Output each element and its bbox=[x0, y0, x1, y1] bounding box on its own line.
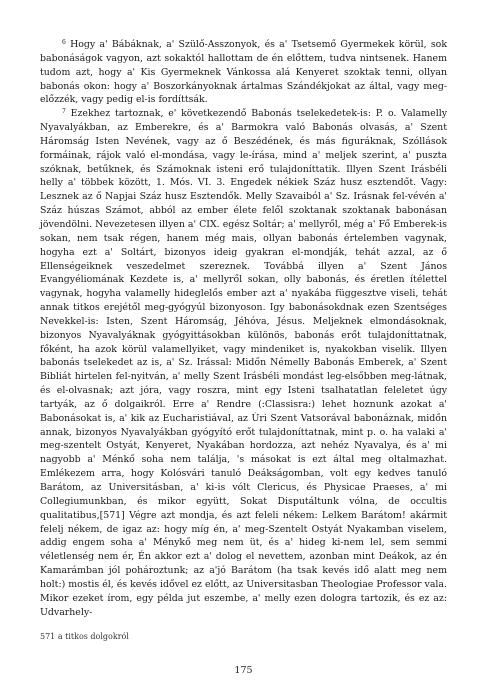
note-marker: 6 bbox=[62, 39, 66, 46]
paragraph-text: Hogy a' Bábáknak, a' Szülő-Asszonyok, és a' Tsetsemő Gyermekek körül, sok babonáságok vagyon, azt sokaktól hallottam de én előttem, tudva nintsenek. Hanem tudom azt, hogy a' Kis Gyermeknek Vánkossa alá Kenyeret szoktak tenni, ollyan babonás okon: hogy a' Boszorkányoknak ártalmas Szándékjokat az által, vagy meg-előzzék, vagy pedig el-is fordíttsák. bbox=[40, 39, 448, 106]
body-text bbox=[40, 38, 447, 619]
paragraph bbox=[40, 107, 447, 619]
footnote: 571 a titkos dolgokról bbox=[40, 632, 129, 641]
page-number: 175 bbox=[234, 665, 253, 676]
paragraph-text: Ezekhez tartoznak, e' következendő Babonás tselekedetek-is: P. o. Valamelly Nyavalyákban, az Emberekre, és a' Barmokra való Babonás olvasás, a' Szent Háromság Isten Nevének, vagy az ő Beszédének, és más figuráknak, Szóllások formáinak, rájok való el-mondása, vagy le-írása, mind a' meljek szerint, a' puszta szóknak, betűknek, és Számoknak isteni erő tulajdoníttatik. Illyen Szent Irásbéli helly a' többek között, 1. Mós. VI. 3. Engedek nékiek Száz husz esztendőt. Vagy: Lesznek az ő Napjai Száz husz Esztendők. Melly Szavaiból a' Sz. Irásnak fel-vévén a' Száz húszas Számot, abból az ember élete felől szoktanak szoktanak babonásan jövendölni. Nevezetesen illyen a' CIX. egész Soltár; a' mellyről, még a' Fő Emberek-is sokan, nem tsak régen, hanem még mais, ollyan babonás értelemben vagynak, hogyha ezt a' Soltárt, bizonyos ideig gyakran el-mondják, tehát azzal, az ő Ellenségeiknek veszedelmet szereznek. Továbbá illyen a' Szent János Evangyéliomának Kezdete is, a' mellyről sokan, olly babonás, és éretlen ítélettel vagynak, hogyha valamelly hideglelős ember azt a' nyakába függesztve viseli, tehát annak titkos erejétől meg-gyógyúl bizonyoson. Igy babonásokdnak ezen Szentséges Nevekkel-is: Isten, Szent Háromság, Jéhóva, Jésus. Meljeknek elmondásoknak, bizonyos Nyavalyáknak gyógyittásokban különös, babonás erőt tulajdoníttatnak, főként, ha azok körül valamellyiket, vagy mindeniket is, nyakokban viselik. Illyen babonás tselekedet az is, a' Sz. Irással: Midőn Némelly Babonás Emberek, a' Szent Bibliát hirtelen fel-nyitván, a' melly Szent Irásbéli mondást leg-elsőbben meg-látnak, és el-olvasnak; azt jóra, vagy roszra, mint egy Isteni tsalhatatlan feleletet úgy tartyák, az ő dolgaikról. Erre a' Rendre (:Classisra:) lehet hoznunk azokat a' Babonásokat is, a' kik az Eucharistiával, az Ùri Szent Vatsorával babonáznak, midőn annak, bizonyos Nyavalyákban gyógyító erőt tulajdoníttatnak, mint p. o. ha valaki a' meg-szentelt Ostyát, Kenyeret, Nyakában hordozza, azt nehéz Nyavalya, és a' mi nagyobb a' Ménkő soha nem találja, 's másokat is ezt által meg oltalmazhat. Emlékezem arra, hogy Kolósvári tanuló Deákságomban, volt egy kedves tanuló Barátom, az Universitásban, a' ki-is vólt Clericus, és Physicae Praeses, a' mi Collegiumunkban, és mikor együtt, Sokat Disputáltunk vólna, de occultis qualitatibus,[571] Végre azt mondja, és azt feleli nékem: Lelkem Barátom! akármit felelj nékem, de igaz az: hogy míg én, a' meg-Szentelt Ostyát Nyakamban viselem, addig engem soha a' Ménykő meg nem üt, és a' hideg ki-nem lel, sem semmi véletlenség nem ér, Én akkor ezt a' dolog el nevettem, azonban mint Deákok, az én Kamarámban jól pohároztunk; az a'jó Barátom (ha tsak kevés idő alatt meg nem holt:) mostis él, és kevés idővel ez előtt, az Universitasban Theologiae Professor vala. Mikor ezeket írom, egy példa jut eszembe, a' melly ezen dologra tartozik, és ez az: Udvarhely- bbox=[40, 108, 447, 618]
note-marker: 7 bbox=[62, 108, 66, 116]
paragraph bbox=[40, 38, 447, 107]
